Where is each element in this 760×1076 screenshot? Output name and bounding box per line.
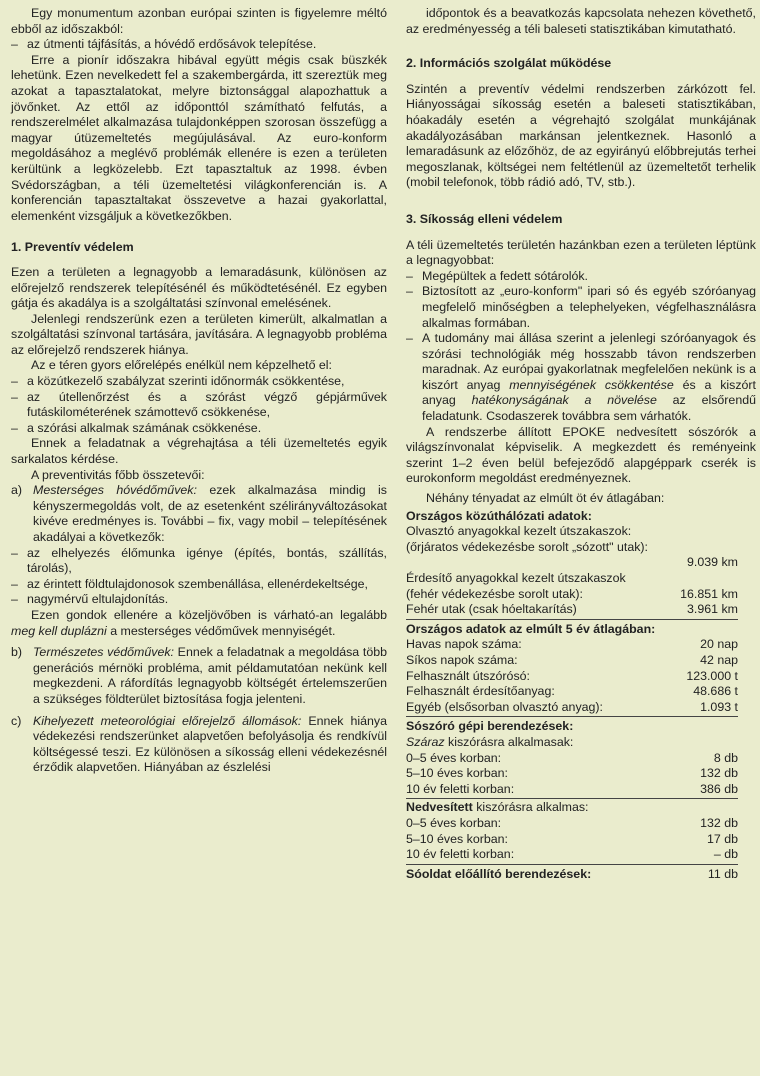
section-heading-3: 3. Síkosság elleni védelem (406, 211, 563, 226)
paragraph: Szintén a preventív védelmi rendszerben zárkózott fel. Hiányosságai síkosság esetén a baleseti statisztikában, hóakadály esetén a végrehajtó szolgálat munkájának akadályozásában markánsan jelentkeznek. Hasonló a lemaradásunk az előzőhöz, de az egyirányú előbbrejutás terhei megoszlanak, költségei nem feltétlenül az üzemeltetőt terhelik (mobil telefonok, több rádió adó, TV, stb.). (406, 81, 756, 190)
stats-row: 10 év feletti korban: – db (406, 847, 738, 862)
stats-label: Érdesítő anyagokkal kezelt útszakaszok (406, 571, 626, 585)
paragraph: Ennek a feladatnak a végrehajtása a téli üzemeltetés egyik sarkalatos kérdése. (11, 436, 387, 467)
stats-row: Fehér utak (csak hóeltakarítás) 3.961 km (406, 602, 738, 617)
list-item-c: c) Kihelyezett meteorológiai előrejelző állomások: Ennek hiánya védekezési rendszerünket alapvetően befolyásolja és rendkívül költségessé teszi. Ez különösen a síkosság elleni védekezésnél érződik alapvetően. Hiányában az észlelési (11, 713, 387, 775)
list-item: – A tudomány mai állása szerint a jelenlegi szóróanyagok és szórási technológiák még hosszabb távon rendszerben maradnak. Az európai gyakorlatnak megfelelően nekünk is a kiszórt anyag mennyiségének csökkentése és a kiszórt anyag hatékonyságának a növelése az elsőrendű feladatunk. Csodaszerek továbbra sem várhatók. (406, 331, 757, 424)
intro-bullet: – az útmenti tájfásítás, a hóvédő erdősávok telepítése. (11, 37, 317, 52)
right-column (406, 6, 756, 882)
list-item-a: a) Mesterséges hóvédőművek: ezek alkalmazása mindig is kényszermegoldás volt, de az esetenként szélirányváltozásokat kivéve eredményes is. További – fix, vagy mobil – telepítésének akadályai a következők: (11, 483, 387, 544)
list-item: – Megépültek a fedett sótárolók. (406, 268, 588, 283)
paragraph: időpontok és a beavatkozás kapcsolata nehezen követhető, az eredményesség a téli baleseti statisztikában kimutatható. (406, 6, 756, 36)
paragraph: Ezen gondok ellenére a közeljövőben is várható-an legalább meg kell duplázni a mesterséges védőművek mennyiségét. (11, 607, 387, 638)
paragraph: Ezen a területen a legnagyobb a lemaradásunk, különösen az előrejelző rendszerek telepítésénél és működtetésénél. Ez egyben gátja és akadálya is a szolgáltatási színvonal emelésének. (11, 264, 387, 311)
stats-row: Felhasznált érdesítőanyag: 48.686 t (406, 684, 738, 699)
divider (406, 716, 738, 717)
stats-row: 0–5 éves korban: 132 db (406, 815, 738, 830)
stats-row: 5–10 éves korban: 17 db (406, 831, 738, 846)
stats-label: (őrjáratos védekezésbe sorolt „sózott" utak): (406, 539, 648, 554)
stats-heading: Sószóró gépi berendezések: (406, 719, 574, 734)
intro-paragraph-2: Erre a pionír időszakra hibával együtt mégis csak büszkék lehetünk. Ezen nevelkedett fel a szakembergárda, itt szereztük meg azokat a tapasztalatokat, melyre biztonsággal alapozhattuk a jövőnket. Az ettől az időponttól számítható felfutás, a rendszerelmélet alkalmazása tulajdonképpen szorosan összefügg a magyar útüzemeltetés megújulásával. Az euro-konform megoldásához a meglévő problémák ellenére is ezen a területen kerültünk a legközelebb. Ezt tapasztaltuk az 1998. évben Svédországban, a téli üzemeltetési világkonferencián is. A konferencián tapasztaltakat összevetve a hazai gyakorlattal, elemenként vizsgáljuk a következőkben. (11, 52, 387, 223)
stats-heading: Országos közúthálózati adatok: (406, 508, 592, 523)
list-item: – Biztosított az „euro-konform" ipari só és egyéb szóróanyag megfelelő minőségben a telephelyeken, végfelhasználásra alkalmas formában. (406, 284, 756, 330)
divider (406, 864, 738, 865)
list-item: – a szórási alkalmak számának csökkenése. (11, 420, 262, 435)
stats-block (406, 509, 756, 883)
stats-row: 5–10 éves korban: 132 db (406, 766, 738, 781)
list-item: – az útellenőrzést és a szórást végző gépjárművek futáskilométerének számottevő csökkenése, (11, 389, 387, 420)
list-item: – nagymérvű eltulajdonítás. (11, 592, 169, 607)
list-item-b: b) Természetes védőművek: Ennek a feladatnak a megoldása több generációs mérnöki probléma, amit példamutatóan nekünk kell megkezdeni. A ráfordítás legnagyobb költségét értelemszerűen a szükséges földterület biztosítása fogja jelenteni. (11, 645, 388, 706)
stats-row: (fehér védekezésbe sorolt utak): 16.851 km (406, 586, 738, 601)
section-heading-1: 1. Preventív védelem (11, 240, 134, 255)
list-item: – az érintett földtulajdonosok szembenállása, ellenérdekeltsége, (11, 576, 368, 591)
stats-row: 0–5 éves korban: 8 db (406, 750, 738, 765)
divider (406, 798, 738, 799)
list-item: – a közútkezelő szabályzat szerinti időnormák csökkentése, (11, 374, 345, 389)
stats-row: Havas napok száma: 20 nap (406, 637, 738, 652)
left-column (11, 6, 387, 776)
stats-row: Egyéb (elsősorban olvasztó anyag): 1.093 t (406, 699, 738, 714)
dash-marker: – (11, 37, 18, 52)
paragraph: A téli üzemeltetés területén hazánkban ezen a területen léptünk a legnagyobbat: (406, 237, 756, 268)
stats-label: Olvasztó anyagokkal kezelt útszakaszok: (406, 524, 632, 539)
stats-label: Száraz kiszórásra alkalmasak: (406, 734, 574, 749)
intro-paragraph: Egy monumentum azonban európai szinten is figyelemre méltó ebből az időszakból: (11, 6, 387, 36)
stats-row: Síkos napok száma: 42 nap (406, 652, 738, 667)
stats-row: 10 év feletti korban: 386 db (406, 781, 738, 796)
stats-label: Nedvesített kiszórásra alkalmas: (406, 800, 589, 815)
stats-row: Felhasznált útszórósó: 123.000 t (406, 668, 738, 683)
stats-row: Sóoldat előállító berendezések: 11 db (406, 866, 738, 881)
stats-row: 9.039 km (687, 555, 738, 570)
paragraph: Az e téren gyors előrelépés enélkül nem képzelhető el: (31, 358, 332, 373)
section-heading-2: 2. Információs szolgálat működése (406, 56, 612, 71)
divider (406, 619, 738, 620)
paragraph: Néhány tényadat az elmúlt öt év átlagában: (426, 491, 665, 506)
paragraph: A preventivitás főbb összetevői: (31, 467, 205, 482)
stats-heading: Országos adatok az elmúlt 5 év átlagában: (406, 621, 656, 636)
list-item: – az elhelyezés élőmunka igénye (építés, bontás, szállítás, tárolás), (11, 545, 387, 576)
paragraph: A rendszerbe állított EPOKE nedvesített sószórók a világszínvonalat képviselik. A megkezdett és reményeink szerint 1–2 éven belül befejeződő alapgéppark cserék is eurokonform megoldást eredményeznek. (406, 424, 756, 486)
paragraph: Jelenlegi rendszerünk ezen a területen kimerült, alkalmatlan a szolgáltatási színvonal tartására, javítására. A legnagyobb probléma az előrejelző rendszerek hiánya. (11, 311, 387, 357)
